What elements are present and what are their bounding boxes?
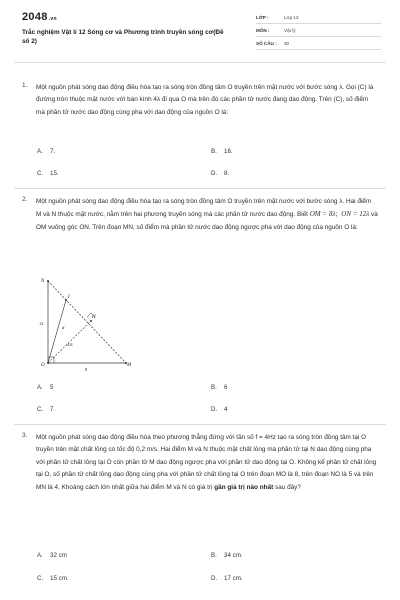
formula-om: OM = 8λ; [309,210,338,219]
option-label: A. [37,552,43,559]
meta-row-class [256,11,381,24]
option-c[interactable] [37,575,69,582]
option-label: D. [211,575,218,582]
label-n: N [41,279,45,284]
option-label: D. [211,170,218,177]
option-label: B. [211,552,217,559]
meta-value: 30 [284,40,290,46]
point-i [65,299,67,301]
option-label: A. [37,148,43,155]
logo-text: 2048 [22,11,48,23]
meta-value: Vật lý [284,27,296,33]
option-value: 7 [50,406,54,413]
label-i: I [68,295,70,300]
divider [14,62,386,63]
question-text [36,432,378,494]
option-label: C. [37,170,44,177]
segment-oi [48,300,66,363]
meta-key: MÔN : [256,27,270,33]
page-title: Trắc nghiệm Vật lí 12 Sóng cơ và Phương trình truyền sóng cơ(Đề số 2) [22,29,224,45]
option-b[interactable] [211,552,243,559]
option-d[interactable] [211,170,229,177]
divider [14,424,386,425]
option-label: C. [37,406,44,413]
question-number: 1. [22,82,28,89]
question-text-part: và OM vuông góc ON. Trên đoạn MN, số điểm mà phần tử nước dao động ngược pha với dao động của nguồn O là: [36,211,378,231]
label-8: 8 [85,367,88,372]
label-d: d [62,325,65,330]
question-number: 2. [22,196,28,203]
meta-table [256,11,381,50]
logo-suffix: .vn [48,16,57,22]
option-value: 32 cm [50,552,67,559]
option-b[interactable] [211,384,227,391]
option-label: C. [37,575,44,582]
label-h: H [92,315,96,320]
option-d[interactable] [211,406,227,413]
option-value: 7. [50,148,56,155]
option-c[interactable] [37,170,59,177]
option-a[interactable] [37,552,67,559]
meta-key: SỐ CÂU : [256,40,277,46]
option-value: 15 cm. [50,575,69,582]
label-m: M [127,363,132,368]
formula-on: ON = 12λ [341,210,370,219]
option-label: B. [211,148,217,155]
option-a[interactable] [37,148,55,155]
divider [14,188,386,189]
option-value: 5 [50,384,54,391]
option-value: 4 [224,406,228,413]
meta-row-count [256,37,381,50]
option-d[interactable] [211,575,243,582]
option-value: 17 cm. [224,575,243,582]
question-text: Một nguồn phát sóng dao động điều hòa tạo ra sóng tròn đồng tâm O truyền trên mặt nước với bước sóng λ. Gọi (C) là đường tròn thuộc mặt nước với bán kính 4λ đi qua O mà trên đó các phần tử nước đang dao động. Trên (C), số điểm mà phần tử nước dao động cùng pha với dao động của nguồn O là: [36,84,374,116]
point-h [90,320,92,322]
question-text-part: sau đây? [273,483,301,491]
question-emphasis: gần giá trị nào nhất [214,483,274,491]
meta-value: Lớp 12 [284,14,299,20]
question-text-part: Một nguồn phát sóng dao động điều hòa tạo ra sóng tròn đồng tâm O truyền trên mặt nước với bước sóng λ. Hai điểm M và N thuộc mặt nước, nằm trên hai phương truyền sóng mà các phần tử nước dao động. Biết [36,198,372,219]
question-number: 3. [22,432,28,439]
option-label: A. [37,384,43,391]
option-value: 34 cm. [224,552,243,559]
site-logo[interactable] [22,11,57,23]
document-header [0,0,400,62]
option-c[interactable] [37,406,53,413]
meta-row-subject [256,24,381,37]
triangle-figure [36,273,136,377]
point-n [47,280,49,282]
option-value: 16. [224,148,233,155]
question-text [36,196,378,234]
label-4-8: 4,8 [67,342,73,347]
point-o [47,362,49,364]
option-a[interactable] [37,384,53,391]
option-value: 6 [224,384,228,391]
option-b[interactable] [211,148,233,155]
option-label: D. [211,406,218,413]
meta-key: LỚP : [256,14,269,20]
option-value: 8. [224,170,230,177]
label-o: O [41,363,45,368]
option-label: B. [211,384,217,391]
option-value: 15. [50,170,59,177]
question-text-part: Một nguồn phát sóng dao động điều hòa theo phương thẳng đứng với tần số f = 4Hz tạo ra sóng tròn đồng tâm tại O truyền trên mặt chất lỏng có tốc độ 0,2 m/s. Hai điểm M và N thuộc mặt chất lỏng mà phần tử tại N dao động cùng pha với phần tử chất lỏng tại O còn phần tử M dao động ngược pha với phần tử dao động tại O. Không kể phần tử chất lỏng tại O, số phần tử chất lỏng dao động cùng pha với phần tử chất lỏng tại O trên đoạn MO là 8, trên đoạn NO là 5 và trên MN là 4. Khoảng cách lớn nhất giữa hai điểm M và N có giá trị [36,434,377,491]
label-12: 12 [39,321,44,326]
